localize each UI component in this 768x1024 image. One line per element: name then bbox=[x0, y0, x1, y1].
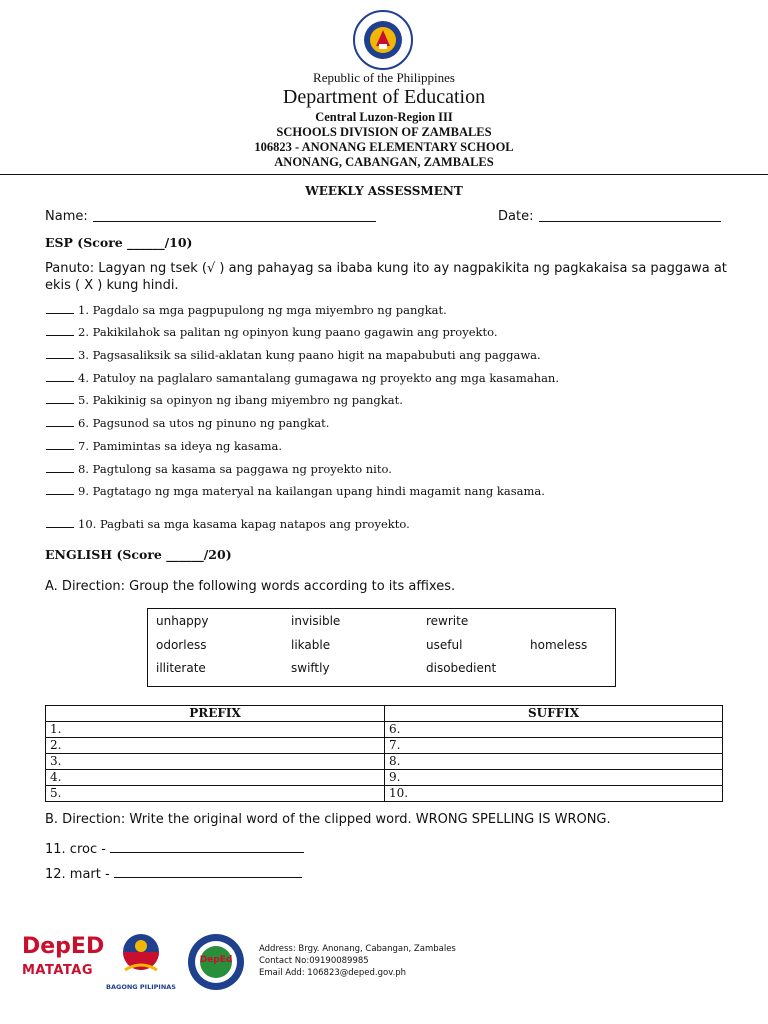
esp-item-6: 6. Pagsunod sa utos ng pinuno ng pangkat. bbox=[46, 416, 329, 430]
republic-line: Republic of the Philippines bbox=[313, 70, 455, 85]
english-heading: ENGLISH (Score ______/20) bbox=[45, 547, 232, 562]
word: useful bbox=[426, 638, 463, 652]
answer-blank[interactable] bbox=[46, 371, 74, 382]
school-seal: DepEd bbox=[183, 933, 249, 991]
clipped-item-12: 12. mart - bbox=[45, 863, 302, 882]
suffix-cell[interactable]: 8. bbox=[385, 754, 723, 770]
word: invisible bbox=[291, 614, 341, 628]
department-title: Department of Education bbox=[282, 86, 486, 108]
direction-b: B. Direction: Write the original word of the clipped word. WRONG SPELLING IS WRONG. bbox=[45, 812, 611, 827]
esp-item-7: 7. Pamimintas sa ideya ng kasama. bbox=[46, 439, 282, 453]
esp-item-9: 9. Pagtatago ng mga materyal na kailangan upang hindi magamit nang kasama. bbox=[46, 484, 545, 498]
region-line: Central Luzon-Region III bbox=[315, 110, 453, 124]
word: odorless bbox=[156, 638, 207, 652]
footer-email: Email Add: 106823@deped.gov.ph bbox=[259, 968, 407, 978]
esp-instructions: Panuto: Lagyan ng tsek (√ ) ang pahayag sa ibaba kung ito ay nagpakikita ng pagkakaisa sa paggawa at ekis ( X ) kung hindi. bbox=[45, 261, 727, 293]
clipped-item-11: 11. croc - bbox=[45, 838, 304, 857]
esp-item-1: 1. Pagdalo sa mga pagpupulong ng mga miyembro ng pangkat. bbox=[46, 303, 447, 317]
table-row bbox=[46, 722, 723, 738]
footer-contact bbox=[259, 943, 456, 979]
table-row bbox=[46, 738, 723, 754]
word-bank bbox=[147, 608, 616, 687]
prefix-header: PREFIX bbox=[46, 706, 385, 722]
answer-blank[interactable] bbox=[46, 439, 74, 450]
answer-blank[interactable] bbox=[46, 517, 74, 528]
word: rewrite bbox=[426, 614, 469, 628]
word: likable bbox=[291, 638, 331, 652]
suffix-cell[interactable]: 10. bbox=[385, 786, 723, 802]
suffix-cell[interactable]: 9. bbox=[385, 770, 723, 786]
date-field[interactable] bbox=[539, 209, 721, 222]
deped-matatag-logo: DepED MATATAG bbox=[22, 934, 105, 978]
word: homeless bbox=[530, 638, 588, 652]
direction-a: A. Direction: Group the following words according to its affixes. bbox=[45, 579, 456, 594]
esp-item-3: 3. Pagsasaliksik sa silid-aklatan kung paano higit na mapabubuti ang paggawa. bbox=[46, 348, 541, 362]
table-row bbox=[46, 786, 723, 802]
name-field[interactable] bbox=[93, 209, 376, 222]
answer-blank[interactable] bbox=[46, 303, 74, 314]
prefix-cell[interactable]: 5. bbox=[46, 786, 385, 802]
esp-heading: ESP (Score ______/10) bbox=[45, 235, 193, 250]
prefix-cell[interactable]: 1. bbox=[46, 722, 385, 738]
table-row bbox=[46, 770, 723, 786]
prefix-cell[interactable]: 3. bbox=[46, 754, 385, 770]
prefix-cell[interactable]: 2. bbox=[46, 738, 385, 754]
answer-blank[interactable] bbox=[46, 348, 74, 359]
affix-table bbox=[45, 705, 723, 802]
suffix-header: SUFFIX bbox=[385, 706, 723, 722]
suffix-cell[interactable]: 6. bbox=[385, 722, 723, 738]
word: illiterate bbox=[156, 661, 206, 675]
header-divider bbox=[0, 174, 768, 175]
answer-line[interactable] bbox=[114, 863, 302, 878]
answer-blank[interactable] bbox=[46, 462, 74, 473]
school-line: 106823 - ANONANG ELEMENTARY SCHOOL bbox=[254, 140, 514, 154]
esp-item-4: 4. Patuloy na paglalaro samantalang gumagawa ng proyekto ang mga kasamahan. bbox=[46, 371, 559, 385]
word: unhappy bbox=[156, 614, 209, 628]
bagong-pilipinas-logo: BAGONG PILIPINAS bbox=[105, 930, 177, 990]
esp-item-10: 10. Pagbati sa mga kasama kapag natapos ang proyekto. bbox=[46, 517, 410, 531]
esp-item-2: 2. Pakikilahok sa palitan ng opinyon kung paano gagawin ang proyekto. bbox=[46, 325, 498, 339]
answer-blank[interactable] bbox=[46, 484, 74, 495]
page-title: WEEKLY ASSESSMENT bbox=[305, 184, 463, 198]
word: swiftly bbox=[291, 661, 330, 675]
date-label: Date: bbox=[498, 209, 534, 224]
footer-phone: Contact No:09190089985 bbox=[259, 956, 369, 966]
footer-address: Address: Brgy. Anonang, Cabangan, Zambales bbox=[259, 944, 456, 954]
word: disobedient bbox=[426, 661, 497, 675]
prefix-cell[interactable]: 4. bbox=[46, 770, 385, 786]
answer-blank[interactable] bbox=[46, 393, 74, 404]
address-line: ANONANG, CABANGAN, ZAMBALES bbox=[274, 155, 494, 169]
name-label: Name: bbox=[45, 209, 88, 224]
deped-seal bbox=[338, 10, 428, 70]
suffix-cell[interactable]: 7. bbox=[385, 738, 723, 754]
answer-blank[interactable] bbox=[46, 416, 74, 427]
answer-line[interactable] bbox=[110, 838, 304, 853]
answer-blank[interactable] bbox=[46, 325, 74, 336]
esp-item-8: 8. Pagtulong sa kasama sa paggawa ng proyekto nito. bbox=[46, 462, 392, 476]
esp-item-5: 5. Pakikinig sa opinyon ng ibang miyembro ng pangkat. bbox=[46, 393, 403, 407]
table-row bbox=[46, 754, 723, 770]
division-line: SCHOOLS DIVISION OF ZAMBALES bbox=[276, 125, 492, 139]
